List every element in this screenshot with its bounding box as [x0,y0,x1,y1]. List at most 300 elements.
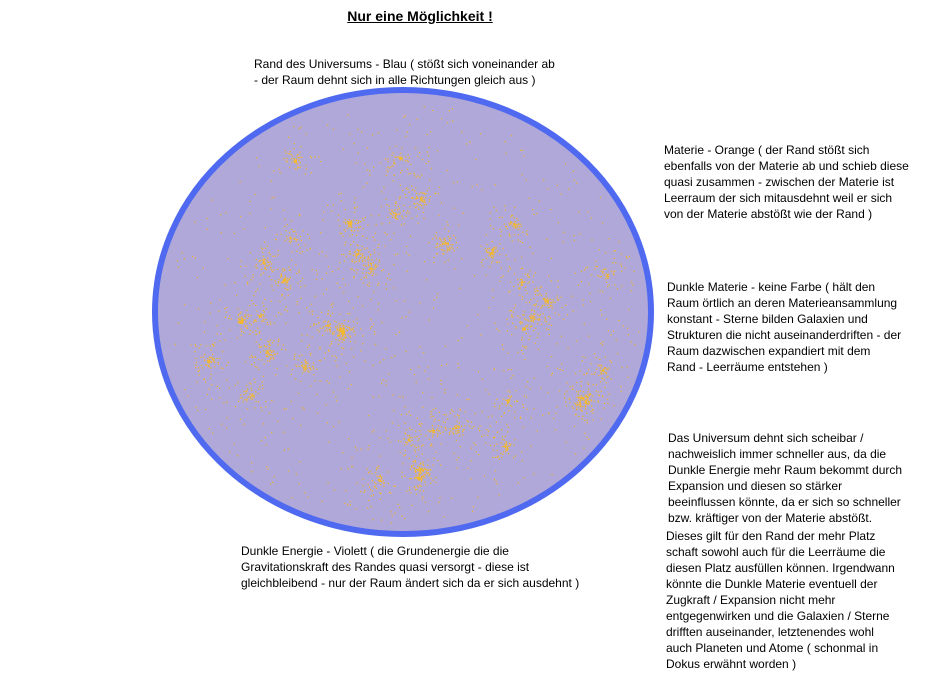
matter-speck [445,428,446,429]
matter-speck [310,385,311,386]
matter-speck [300,146,301,147]
matter-speck [224,308,225,309]
matter-speck [328,266,329,267]
matter-speck [587,422,588,423]
matter-speck [530,317,531,318]
matter-speck [294,239,295,240]
matter-speck [535,328,536,329]
matter-speck [338,333,339,334]
matter-speck [281,274,282,275]
matter-speck [575,414,576,415]
matter-speck [241,335,242,336]
matter-speck [245,391,246,392]
matter-speck [346,256,347,257]
matter-speck [614,258,615,259]
matter-speck [214,342,215,343]
matter-speck [499,330,500,331]
matter-speck [342,336,343,337]
matter-speck [506,405,507,406]
matter-speck [523,314,524,315]
matter-speck [430,483,431,484]
matter-speck [545,295,546,296]
matter-speck [421,200,422,201]
matter-speck [445,422,446,423]
matter-speck [447,122,448,123]
matter-speck [362,343,363,344]
matter-speck [417,156,418,157]
matter-speck [611,334,612,335]
matter-speck [370,328,371,329]
matter-speck [602,272,603,273]
matter-speck [329,383,330,384]
matter-speck [397,209,398,210]
matter-speck [578,397,579,398]
matter-speck [485,275,486,276]
matter-speck [255,330,256,331]
matter-speck [358,250,359,251]
matter-speck [478,497,479,498]
matter-speck [251,324,252,325]
matter-speck [500,235,501,236]
matter-speck [252,393,253,394]
matter-speck [470,478,471,479]
matter-speck [348,388,349,389]
matter-speck [299,160,300,161]
matter-speck [333,392,334,393]
matter-speck [527,275,528,276]
matter-speck [561,307,562,308]
matter-speck [261,264,262,265]
matter-speck [430,431,431,432]
matter-speck [604,371,605,372]
matter-speck [267,351,268,352]
matter-speck [414,446,415,447]
matter-speck [409,489,410,490]
matter-speck [492,241,493,242]
matter-speck [603,341,604,342]
matter-speck [388,274,389,275]
matter-speck [331,304,332,305]
matter-speck [410,164,411,165]
matter-speck [373,519,374,520]
matter-speck [363,269,364,270]
matter-speck [253,303,254,304]
matter-speck [596,390,597,391]
matter-speck [398,206,399,207]
matter-speck [344,340,345,341]
matter-speck [425,197,426,198]
matter-speck [253,322,254,323]
matter-speck [296,251,297,252]
matter-speck [343,254,344,255]
matter-speck [332,271,333,272]
matter-speck [406,429,407,430]
matter-speck [387,161,388,162]
matter-speck [608,330,609,331]
matter-speck [575,273,576,274]
matter-speck [306,365,307,366]
matter-speck [368,262,369,263]
matter-speck [344,333,345,334]
matter-speck [436,430,437,431]
matter-speck [300,236,301,237]
matter-speck [211,357,212,358]
matter-speck [406,414,407,415]
matter-speck [488,431,489,432]
matter-speck [575,404,576,405]
matter-speck [609,394,610,395]
matter-speck [529,302,530,303]
matter-speck [375,472,376,473]
matter-speck [405,454,406,455]
matter-speck [370,319,371,320]
matter-speck [569,398,570,399]
matter-speck [259,344,260,345]
matter-speck [406,444,407,445]
matter-speck [302,407,303,408]
matter-speck [397,156,398,157]
matter-speck [435,482,436,483]
matter-speck [621,266,622,267]
matter-speck [344,229,345,230]
matter-speck [379,456,380,457]
matter-speck [264,267,265,268]
matter-speck [316,279,317,280]
matter-speck [400,185,401,186]
matter-speck [301,355,302,356]
matter-speck [429,439,430,440]
matter-speck [454,416,455,417]
matter-speck [335,360,336,361]
matter-speck [456,242,457,243]
matter-speck [420,198,421,199]
matter-speck [614,271,615,272]
matter-speck [326,328,327,329]
matter-speck [436,477,437,478]
matter-speck [576,409,577,410]
matter-speck [313,363,314,364]
matter-speck [204,322,205,323]
matter-speck [444,250,445,251]
matter-speck [400,172,401,173]
matter-speck [250,396,251,397]
matter-speck [290,288,291,289]
matter-speck [278,341,279,342]
matter-speck [561,194,562,195]
matter-speck [315,380,316,381]
matter-speck [404,300,405,301]
matter-speck [356,318,357,319]
matter-speck [427,190,428,191]
matter-speck [393,486,394,487]
matter-speck [249,357,250,358]
matter-speck [497,450,498,451]
matter-speck [401,317,402,318]
matter-speck [578,285,579,286]
matter-speck [178,267,179,268]
matter-speck [519,287,520,288]
matter-speck [349,235,350,236]
matter-speck [598,364,599,365]
matter-speck [590,394,591,395]
matter-speck [551,305,552,306]
matter-speck [265,248,266,249]
matter-speck [381,520,382,521]
matter-speck [516,218,517,219]
matter-speck [395,216,396,217]
matter-speck [266,260,267,261]
matter-speck [177,260,178,261]
matter-speck [576,183,577,184]
matter-speck [378,254,379,255]
matter-speck [338,335,339,336]
matter-speck [263,350,264,351]
matter-speck [422,159,423,160]
matter-speck [406,136,407,137]
matter-speck [437,150,438,151]
matter-speck [512,316,513,317]
matter-speck [266,308,267,309]
matter-speck [409,213,410,214]
matter-speck [586,437,587,438]
matter-speck [467,421,468,422]
matter-speck [473,442,474,443]
matter-speck [530,318,531,319]
matter-speck [503,370,504,371]
matter-speck [240,266,241,267]
matter-speck [602,344,603,345]
matter-speck [401,441,402,442]
matter-speck [448,231,449,232]
matter-speck [263,256,264,257]
matter-speck [298,359,299,360]
matter-speck [527,409,528,410]
matter-speck [520,417,521,418]
matter-speck [403,397,404,398]
matter-speck [461,131,462,132]
matter-speck [406,246,407,247]
matter-speck [256,157,257,158]
matter-speck [501,231,502,232]
matter-speck [454,453,455,454]
matter-speck [575,373,576,374]
matter-speck [505,436,506,437]
matter-speck [602,291,603,292]
matter-speck [422,453,423,454]
matter-speck [471,428,472,429]
matter-speck [366,183,367,184]
matter-speck [412,437,413,438]
matter-speck [441,249,442,250]
matter-speck [519,282,520,283]
matter-speck [429,187,430,188]
matter-speck [518,234,519,235]
matter-speck [378,132,379,133]
matter-speck [428,161,429,162]
matter-speck [369,273,370,274]
matter-speck [537,314,538,315]
matter-speck [223,402,224,403]
matter-speck [449,238,450,239]
matter-speck [364,164,365,165]
matter-speck [436,237,437,238]
matter-speck [370,272,371,273]
matter-speck [261,248,262,249]
matter-speck [289,232,290,233]
matter-speck [519,295,520,296]
matter-speck [520,150,521,151]
matter-speck [557,368,558,369]
matter-speck [534,316,535,317]
matter-speck [283,344,284,345]
matter-speck [566,382,567,383]
matter-speck [200,357,201,358]
matter-speck [427,473,428,474]
matter-speck [459,417,460,418]
matter-speck [410,478,411,479]
matter-speck [617,288,618,289]
matter-speck [367,169,368,170]
matter-speck [383,480,384,481]
matter-speck [362,253,363,254]
matter-speck [558,314,559,315]
matter-speck [586,395,587,396]
matter-speck [272,355,273,356]
matter-speck [526,396,527,397]
matter-speck [371,270,372,271]
matter-speck [550,299,551,300]
matter-speck [530,270,531,271]
matter-speck [536,288,537,289]
matter-speck [353,219,354,220]
matter-speck [553,299,554,300]
matter-speck [255,266,256,267]
matter-speck [343,325,344,326]
matter-speck [580,399,581,400]
matter-speck [368,265,369,266]
matter-speck [450,428,451,429]
matter-speck [390,166,391,167]
matter-speck [405,406,406,407]
matter-speck [577,402,578,403]
matter-speck [423,470,424,471]
matter-speck [311,304,312,305]
matter-speck [371,259,372,260]
matter-speck [323,212,324,213]
matter-speck [228,318,229,319]
matter-speck [589,402,590,403]
matter-speck [542,415,543,416]
matter-speck [333,426,334,427]
matter-speck [272,256,273,257]
matter-speck [441,118,442,119]
matter-speck [409,255,410,256]
matter-speck [277,368,278,369]
matter-speck [424,204,425,205]
matter-speck [446,414,447,415]
matter-speck [331,341,332,342]
matter-speck [415,207,416,208]
matter-speck [390,279,391,280]
matter-speck [253,295,254,296]
matter-speck [444,262,445,263]
matter-speck [285,323,286,324]
matter-speck [507,353,508,354]
matter-speck [514,217,515,218]
matter-speck [432,437,433,438]
matter-speck [416,447,417,448]
matter-speck [457,247,458,248]
matter-speck [414,436,415,437]
matter-speck [351,330,352,331]
matter-speck [534,305,535,306]
matter-speck [492,254,493,255]
matter-speck [607,274,608,275]
matter-speck [405,160,406,161]
matter-speck [538,306,539,307]
matter-speck [415,431,416,432]
matter-speck [255,401,256,402]
matter-speck [584,269,585,270]
matter-speck [582,406,583,407]
matter-speck [284,270,285,271]
matter-speck [431,397,432,398]
matter-speck [370,489,371,490]
matter-speck [405,316,406,317]
matter-speck [284,297,285,298]
matter-speck [299,272,300,273]
matter-speck [410,415,411,416]
matter-speck [196,362,197,363]
matter-speck [600,310,601,311]
matter-speck [535,294,536,295]
matter-speck [533,304,534,305]
matter-speck [598,400,599,401]
matter-speck [521,226,522,227]
matter-speck [343,327,344,328]
matter-speck [481,262,482,263]
matter-speck [296,366,297,367]
matter-speck [578,212,579,213]
matter-speck [368,273,369,274]
matter-speck [363,282,364,283]
matter-speck [340,325,341,326]
matter-speck [367,147,368,148]
matter-speck [395,213,396,214]
matter-speck [597,275,598,276]
matter-speck [349,501,350,502]
matter-speck [285,283,286,284]
matter-speck [454,208,455,209]
matter-speck [543,313,544,314]
matter-speck [330,329,331,330]
matter-speck [261,321,262,322]
matter-speck [425,484,426,485]
matter-speck [207,229,208,230]
matter-speck [345,231,346,232]
matter-speck [430,445,431,446]
matter-speck [457,394,458,395]
matter-speck [266,346,267,347]
matter-speck [411,217,412,218]
matter-speck [411,465,412,466]
matter-speck [326,255,327,256]
matter-speck [601,271,602,272]
matter-speck [519,322,520,323]
matter-speck [267,258,268,259]
matter-speck [599,359,600,360]
matter-speck [372,490,373,491]
